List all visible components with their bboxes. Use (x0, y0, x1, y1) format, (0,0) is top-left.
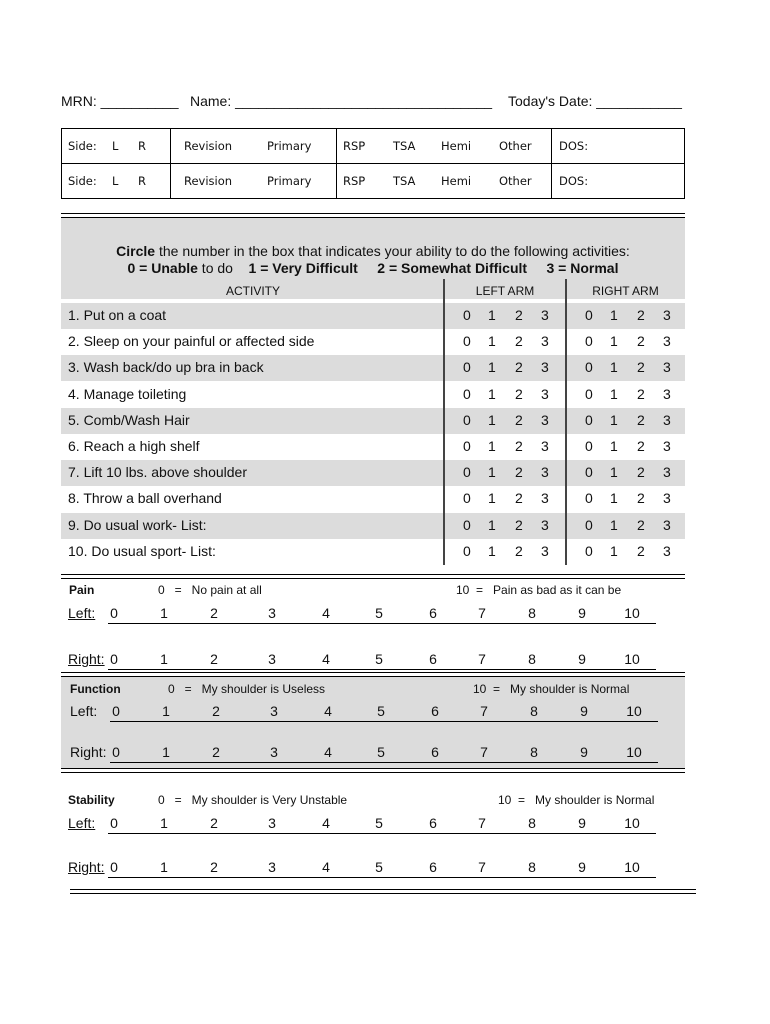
left-arm-score-2[interactable]: 2 (515, 307, 523, 323)
primary-option[interactable]: Primary (267, 174, 312, 188)
activity-column-header: ACTIVITY (225, 284, 280, 298)
key-1: 1 = Very Difficult (248, 260, 358, 276)
right-arm-score-3[interactable]: 3 (663, 517, 671, 533)
function-right-score-4[interactable]: 4 (324, 744, 332, 760)
hemi-option[interactable]: Hemi (441, 139, 472, 153)
stability-right-score-0[interactable]: 0 (110, 859, 118, 875)
left-arm-score-1[interactable]: 1 (488, 359, 496, 375)
right-arm-score-0[interactable]: 0 (585, 412, 593, 428)
function-right-score-8[interactable]: 8 (530, 744, 538, 760)
left-arm-score-3[interactable]: 3 (541, 490, 549, 506)
left-arm-score-1[interactable]: 1 (488, 517, 496, 533)
stability-right-score-6[interactable]: 6 (429, 859, 437, 875)
left-arm-score-3[interactable]: 3 (541, 333, 549, 349)
right-arm-score-3[interactable]: 3 (663, 464, 671, 480)
left-arm-score-1[interactable]: 1 (488, 490, 496, 506)
right-arm-score-1[interactable]: 1 (610, 307, 618, 323)
key-3: 3 = Normal (546, 260, 619, 276)
left-arm-score-1[interactable]: 1 (488, 307, 496, 323)
pain-left-score-2[interactable]: 2 (210, 605, 218, 621)
side-left-option[interactable]: L (112, 139, 119, 153)
function-left-score-9[interactable]: 9 (580, 703, 588, 719)
left-arm-score-2[interactable]: 2 (515, 333, 523, 349)
pain-right-score-1[interactable]: 1 (160, 651, 168, 667)
left-arm-score-3[interactable]: 3 (541, 386, 549, 402)
function-left-score-6[interactable]: 6 (431, 703, 439, 719)
activity-row (61, 513, 685, 539)
left-arm-score-2[interactable]: 2 (515, 359, 523, 375)
pain-right-score-8[interactable]: 8 (528, 651, 536, 667)
left-arm-score-1[interactable]: 1 (488, 464, 496, 480)
stability-right-score-9[interactable]: 9 (578, 859, 586, 875)
key-2: 2 = Somewhat Difficult (377, 260, 528, 276)
left-arm-score-0[interactable]: 0 (463, 386, 471, 402)
side-left-option[interactable]: L (112, 174, 119, 188)
pain-right-score-4[interactable]: 4 (322, 651, 330, 667)
left-arm-score-3[interactable]: 3 (541, 359, 549, 375)
pain-left-score-5[interactable]: 5 (375, 605, 383, 621)
stability-left-score-10[interactable]: 10 (624, 815, 640, 831)
right-arm-score-1[interactable]: 1 (610, 438, 618, 454)
left-arm-score-0[interactable]: 0 (463, 333, 471, 349)
mrn-field[interactable]: MRN: __________ (61, 93, 179, 109)
right-arm-score-0[interactable]: 0 (585, 464, 593, 480)
right-arm-score-1[interactable]: 1 (610, 464, 618, 480)
instruction-text: the number in the box that indicates your ability to do the following activities: (155, 243, 630, 259)
left-arm-score-0[interactable]: 0 (463, 464, 471, 480)
stability-right-label: Right: (68, 859, 105, 875)
right-arm-score-0[interactable]: 0 (585, 333, 593, 349)
pain-right-score-10[interactable]: 10 (624, 651, 640, 667)
stability-title: Stability (68, 793, 115, 807)
stability-high-anchor: 10 = My shoulder is Normal (498, 793, 655, 807)
stability-right-score-7[interactable]: 7 (478, 859, 486, 875)
pain-right-score-5[interactable]: 5 (375, 651, 383, 667)
right-arm-score-1[interactable]: 1 (610, 490, 618, 506)
function-right-score-6[interactable]: 6 (431, 744, 439, 760)
hemi-option[interactable]: Hemi (441, 174, 472, 188)
left-arm-score-1[interactable]: 1 (488, 333, 496, 349)
pain-right-label: Right: (68, 651, 105, 667)
activity-label: 3. Wash back/do up bra in back (68, 359, 264, 375)
right-arm-score-3[interactable]: 3 (663, 412, 671, 428)
pain-right-score-7[interactable]: 7 (478, 651, 486, 667)
right-arm-score-2[interactable]: 2 (637, 517, 645, 533)
stability-right-score-8[interactable]: 8 (528, 859, 536, 875)
pain-left-underline (108, 623, 656, 624)
tsa-option[interactable]: TSA (393, 139, 416, 153)
pain-left-score-4[interactable]: 4 (322, 605, 330, 621)
function-left-score-5[interactable]: 5 (377, 703, 385, 719)
function-right-score-10[interactable]: 10 (626, 744, 642, 760)
column-divider-right (565, 279, 567, 565)
pain-left-label: Left: (68, 605, 96, 621)
revision-option[interactable]: Revision (184, 139, 233, 153)
key-0: 0 = Unable (127, 260, 198, 276)
left-arm-score-3[interactable]: 3 (541, 438, 549, 454)
side-right-option[interactable]: R (138, 139, 146, 153)
left-arm-score-2[interactable]: 2 (515, 386, 523, 402)
pain-left-score-9[interactable]: 9 (578, 605, 586, 621)
right-arm-score-1[interactable]: 1 (610, 359, 618, 375)
right-arm-score-1[interactable]: 1 (610, 517, 618, 533)
key-0-rest: to do (197, 260, 233, 276)
left-arm-score-1[interactable]: 1 (488, 386, 496, 402)
side-label: Side: (68, 174, 97, 188)
left-arm-score-3[interactable]: 3 (541, 412, 549, 428)
stability-left-score-8[interactable]: 8 (528, 815, 536, 831)
stability-right-score-2[interactable]: 2 (210, 859, 218, 875)
pain-left-score-7[interactable]: 7 (478, 605, 486, 621)
function-left-underline (110, 721, 658, 722)
right-arm-score-2[interactable]: 2 (637, 490, 645, 506)
function-right-score-3[interactable]: 3 (270, 744, 278, 760)
right-arm-score-3[interactable]: 3 (663, 438, 671, 454)
left-arm-score-0[interactable]: 0 (463, 307, 471, 323)
left-arm-score-2[interactable]: 2 (515, 438, 523, 454)
activity-label: 4. Manage toileting (68, 386, 187, 402)
function-title: Function (70, 682, 121, 696)
function-right-score-2[interactable]: 2 (212, 744, 220, 760)
right-arm-score-3[interactable]: 3 (663, 490, 671, 506)
side-label: Side: (68, 139, 97, 153)
left-arm-score-0[interactable]: 0 (463, 543, 471, 559)
activity-row (61, 408, 685, 434)
stability-left-score-6[interactable]: 6 (429, 815, 437, 831)
right-arm-score-0[interactable]: 0 (585, 438, 593, 454)
right-arm-score-2[interactable]: 2 (637, 386, 645, 402)
function-left-score-3[interactable]: 3 (270, 703, 278, 719)
stability-left-score-3[interactable]: 3 (268, 815, 276, 831)
right-arm-score-0[interactable]: 0 (585, 307, 593, 323)
right-arm-score-3[interactable]: 3 (663, 359, 671, 375)
left-arm-score-2[interactable]: 2 (515, 412, 523, 428)
left-arm-score-3[interactable]: 3 (541, 517, 549, 533)
left-arm-score-0[interactable]: 0 (463, 438, 471, 454)
instruction-circle-word: Circle (116, 243, 156, 259)
right-arm-score-1[interactable]: 1 (610, 386, 618, 402)
stability-left-score-1[interactable]: 1 (160, 815, 168, 831)
activity-row (61, 539, 685, 565)
function-left-score-2[interactable]: 2 (212, 703, 220, 719)
name-field[interactable]: Name: _________________________________ (190, 93, 493, 109)
stability-left-label: Left: (68, 815, 96, 831)
stability-left-score-7[interactable]: 7 (478, 815, 486, 831)
section-divider (61, 574, 685, 579)
side-right-option[interactable]: R (138, 174, 146, 188)
stability-left-score-5[interactable]: 5 (375, 815, 383, 831)
right-arm-score-0[interactable]: 0 (585, 490, 593, 506)
pain-left-score-8[interactable]: 8 (528, 605, 536, 621)
function-right-score-0[interactable]: 0 (112, 744, 120, 760)
activity-row (61, 434, 685, 460)
function-right-label: Right: (70, 744, 107, 760)
left-arm-score-3[interactable]: 3 (541, 543, 549, 559)
function-right-score-9[interactable]: 9 (580, 744, 588, 760)
stability-left-score-9[interactable]: 9 (578, 815, 586, 831)
left-arm-score-0[interactable]: 0 (463, 490, 471, 506)
right-arm-score-2[interactable]: 2 (637, 359, 645, 375)
pain-low-anchor: 0 = No pain at all (158, 583, 262, 597)
activity-row (61, 329, 685, 355)
other-option[interactable]: Other (499, 139, 532, 153)
pain-right-score-2[interactable]: 2 (210, 651, 218, 667)
left-arm-score-0[interactable]: 0 (463, 517, 471, 533)
function-left-scale (70, 703, 670, 725)
stability-right-score-5[interactable]: 5 (375, 859, 383, 875)
activity-label: 1. Put on a coat (68, 307, 167, 323)
todays-date-field[interactable]: Today's Date: ___________ (508, 93, 682, 109)
stability-left-score-0[interactable]: 0 (110, 815, 118, 831)
activity-label: 9. Do usual work- List: (68, 517, 207, 533)
function-right-score-7[interactable]: 7 (480, 744, 488, 760)
stability-right-score-3[interactable]: 3 (268, 859, 276, 875)
pain-left-scale (68, 605, 668, 627)
rsp-option[interactable]: RSP (343, 139, 366, 153)
dos-field[interactable]: DOS: (559, 174, 589, 188)
right-arm-score-2[interactable]: 2 (637, 438, 645, 454)
right-arm-score-0[interactable]: 0 (585, 386, 593, 402)
left-arm-score-1[interactable]: 1 (488, 438, 496, 454)
function-right-scale (70, 744, 670, 766)
stability-left-scale (68, 815, 668, 837)
pain-right-score-0[interactable]: 0 (110, 651, 118, 667)
left-arm-score-2[interactable]: 2 (515, 464, 523, 480)
primary-option[interactable]: Primary (267, 139, 312, 153)
function-low-anchor: 0 = My shoulder is Useless (168, 682, 326, 696)
left-arm-column-header: LEFT ARM (475, 284, 535, 298)
revision-option[interactable]: Revision (184, 174, 233, 188)
other-option[interactable]: Other (499, 174, 532, 188)
function-left-score-7[interactable]: 7 (480, 703, 488, 719)
pain-left-score-10[interactable]: 10 (624, 605, 640, 621)
stability-low-anchor: 0 = My shoulder is Very Unstable (158, 793, 348, 807)
pain-right-score-3[interactable]: 3 (268, 651, 276, 667)
pain-left-score-0[interactable]: 0 (110, 605, 118, 621)
dos-field[interactable]: DOS: (559, 139, 589, 153)
activity-row (61, 303, 685, 329)
right-arm-score-3[interactable]: 3 (663, 307, 671, 323)
pain-right-scale (68, 651, 668, 673)
pain-left-score-6[interactable]: 6 (429, 605, 437, 621)
right-arm-score-0[interactable]: 0 (585, 517, 593, 533)
activity-label: 5. Comb/Wash Hair (68, 412, 190, 428)
function-left-score-0[interactable]: 0 (112, 703, 120, 719)
tsa-option[interactable]: TSA (393, 174, 416, 188)
activity-row (61, 355, 685, 381)
stability-right-score-1[interactable]: 1 (160, 859, 168, 875)
rsp-option[interactable]: RSP (343, 174, 366, 188)
right-arm-score-3[interactable]: 3 (663, 333, 671, 349)
right-arm-score-2[interactable]: 2 (637, 307, 645, 323)
pain-left-score-1[interactable]: 1 (160, 605, 168, 621)
procedure-table (61, 128, 685, 199)
right-arm-score-2[interactable]: 2 (637, 412, 645, 428)
activity-label: 8. Throw a ball overhand (68, 490, 222, 506)
right-arm-score-2[interactable]: 2 (637, 333, 645, 349)
activity-label: 7. Lift 10 lbs. above shoulder (68, 464, 248, 480)
function-left-score-10[interactable]: 10 (626, 703, 642, 719)
activity-row (61, 460, 685, 486)
pain-right-underline (108, 669, 656, 670)
right-arm-score-0[interactable]: 0 (585, 543, 593, 559)
pain-high-anchor: 10 = Pain as bad as it can be (456, 583, 622, 597)
stability-left-score-4[interactable]: 4 (322, 815, 330, 831)
stability-left-score-2[interactable]: 2 (210, 815, 218, 831)
activity-label: 2. Sleep on your painful or affected side (68, 333, 315, 349)
function-left-score-4[interactable]: 4 (324, 703, 332, 719)
right-arm-score-1[interactable]: 1 (610, 412, 618, 428)
column-divider-left (443, 279, 445, 565)
procedure-row-2 (62, 164, 685, 199)
activity-label: 6. Reach a high shelf (68, 438, 200, 454)
function-right-score-5[interactable]: 5 (377, 744, 385, 760)
left-arm-score-3[interactable]: 3 (541, 464, 549, 480)
right-arm-score-0[interactable]: 0 (585, 359, 593, 375)
pain-title: Pain (69, 583, 95, 597)
pain-left-score-3[interactable]: 3 (268, 605, 276, 621)
function-left-score-8[interactable]: 8 (530, 703, 538, 719)
left-arm-score-2[interactable]: 2 (515, 517, 523, 533)
stability-right-scale (68, 859, 668, 881)
activity-label: 10. Do usual sport- List: (68, 543, 216, 559)
right-arm-score-2[interactable]: 2 (637, 464, 645, 480)
left-arm-score-2[interactable]: 2 (515, 490, 523, 506)
activity-row (61, 382, 685, 408)
function-right-underline (110, 762, 658, 763)
right-arm-column-header: RIGHT ARM (592, 284, 659, 298)
pain-right-score-6[interactable]: 6 (429, 651, 437, 667)
function-left-score-1[interactable]: 1 (162, 703, 170, 719)
function-right-score-1[interactable]: 1 (162, 744, 170, 760)
right-arm-score-2[interactable]: 2 (637, 543, 645, 559)
right-arm-score-3[interactable]: 3 (663, 386, 671, 402)
section-divider (61, 768, 685, 773)
right-arm-score-1[interactable]: 1 (610, 543, 618, 559)
left-arm-score-2[interactable]: 2 (515, 543, 523, 559)
right-arm-score-3[interactable]: 3 (663, 543, 671, 559)
left-arm-score-3[interactable]: 3 (541, 307, 549, 323)
activity-row (61, 486, 685, 512)
section-divider (70, 889, 696, 894)
stability-right-score-10[interactable]: 10 (624, 859, 640, 875)
function-left-label: Left: (70, 703, 98, 719)
stability-right-score-4[interactable]: 4 (322, 859, 330, 875)
function-high-anchor: 10 = My shoulder is Normal (473, 682, 630, 696)
stability-right-underline (108, 877, 656, 878)
instructions-line-1 (61, 243, 685, 259)
left-arm-score-0[interactable]: 0 (463, 412, 471, 428)
instructions-key (61, 260, 685, 276)
stability-left-underline (108, 833, 656, 834)
right-arm-score-1[interactable]: 1 (610, 333, 618, 349)
left-arm-score-1[interactable]: 1 (488, 543, 496, 559)
left-arm-score-0[interactable]: 0 (463, 359, 471, 375)
pain-right-score-9[interactable]: 9 (578, 651, 586, 667)
procedure-row-1 (62, 129, 685, 164)
left-arm-score-1[interactable]: 1 (488, 412, 496, 428)
